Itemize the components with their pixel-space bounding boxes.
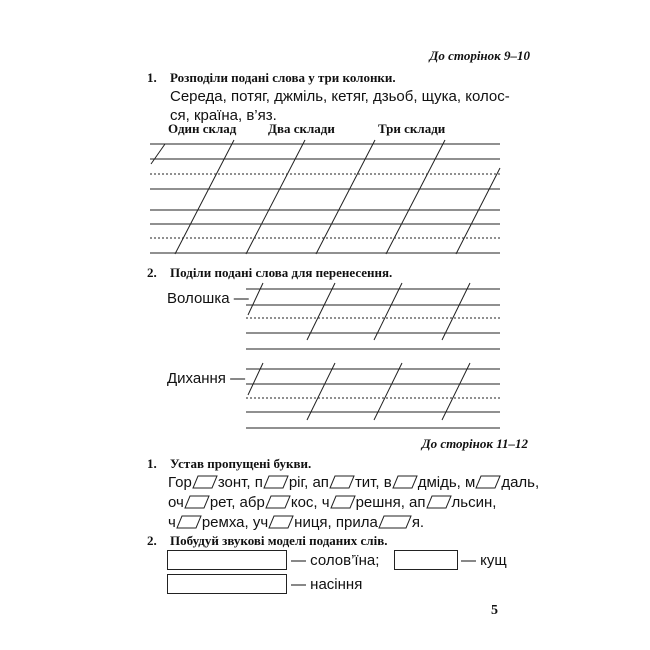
text-fragment: ниця, прила <box>294 514 378 531</box>
missing-letter-box[interactable] <box>192 475 218 489</box>
fill-in-line <box>168 493 539 513</box>
column-header-three-syllables: Три склади <box>378 121 446 136</box>
missing-letter-box[interactable] <box>268 515 294 529</box>
text-fragment: ріг, ап <box>288 474 329 491</box>
missing-letter-box[interactable] <box>263 475 289 489</box>
missing-letter-box[interactable] <box>330 495 356 509</box>
word-voloshka: Волошка — <box>167 290 249 307</box>
task-number: 2. <box>147 533 157 548</box>
section-reference: До сторінок 11–12 <box>421 436 528 451</box>
model-label: — солов’їна; <box>291 552 380 569</box>
text-fragment: решня, ап <box>355 494 426 511</box>
fill-in-lines <box>168 473 539 533</box>
task-title: Устав пропущені букви. <box>170 456 312 471</box>
sound-model-box[interactable] <box>167 550 287 570</box>
column-header-one-syllable: Один склад <box>168 121 237 136</box>
text-fragment: кос, ч <box>290 494 330 511</box>
text-fragment: рет, абр <box>209 494 265 511</box>
text-fragment: я. <box>411 514 425 531</box>
text-fragment: дмідь, м <box>417 474 476 491</box>
missing-letter-box[interactable] <box>329 475 355 489</box>
word-list-line: Середа, потяг, джміль, кетяг, дзьоб, щука, колос- <box>170 88 510 105</box>
missing-letter-box[interactable] <box>176 515 202 529</box>
section-reference: До сторінок 9–10 <box>429 48 530 63</box>
text-fragment: оч <box>168 494 184 511</box>
task-title: Побудуй звукові моделі поданих слів. <box>170 533 388 548</box>
text-fragment: льсин, <box>451 494 497 511</box>
missing-letter-box[interactable] <box>378 515 412 529</box>
missing-letter-box[interactable] <box>426 495 452 509</box>
text-fragment: Гор <box>168 474 192 491</box>
missing-letter-box[interactable] <box>392 475 418 489</box>
task-number: 2. <box>147 265 157 280</box>
missing-letter-box[interactable] <box>184 495 210 509</box>
word-list-line: ся, країна, в’яз. <box>170 107 277 124</box>
page-number: 5 <box>491 603 498 618</box>
column-header-two-syllables: Два склади <box>268 121 335 136</box>
task-title: Розподіли подані слова у три колонки. <box>170 70 396 85</box>
task-title: Поділи подані слова для перенесення. <box>170 265 393 280</box>
text-fragment: зонт, п <box>217 474 263 491</box>
fill-in-line <box>168 473 539 493</box>
model-label: — кущ <box>461 552 507 569</box>
text-fragment: тит, в <box>354 474 392 491</box>
missing-letter-box[interactable] <box>265 495 291 509</box>
task-number: 1. <box>147 70 157 85</box>
missing-letter-box[interactable] <box>475 475 501 489</box>
text-fragment: даль, <box>501 474 540 491</box>
model-label: — насіння <box>291 576 363 593</box>
fill-in-line <box>168 513 539 533</box>
text-fragment: ремха, уч <box>201 514 269 531</box>
text-fragment: ч <box>168 514 176 531</box>
sound-model-box[interactable] <box>167 574 287 594</box>
sound-model-box[interactable] <box>394 550 458 570</box>
task-number: 1. <box>147 456 157 471</box>
word-dykhannia: Дихання — <box>167 370 246 387</box>
